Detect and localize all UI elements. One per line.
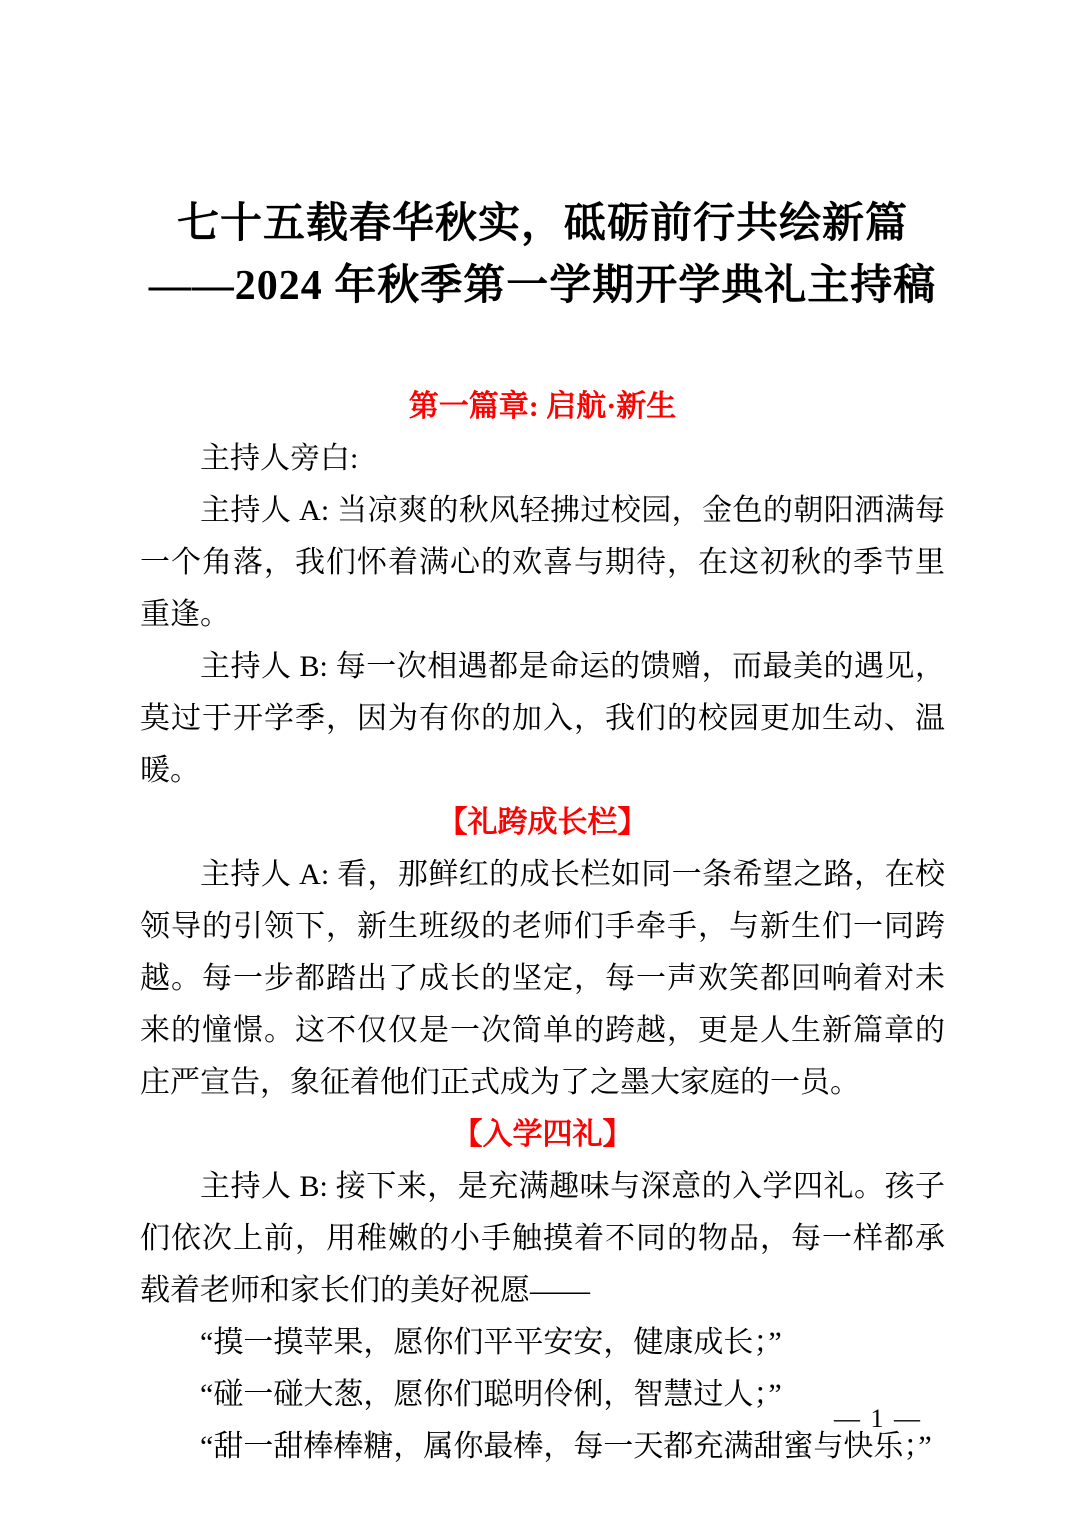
subheading-growth-bar: 【礼跨成长栏】	[437, 806, 648, 839]
chapter-heading: 第一篇章: 启航·新生	[408, 390, 677, 423]
document-title	[140, 193, 945, 317]
paragraph-host-a-growth-bar: 主持人 A: 看，那鲜红的成长栏如同一条希望之路，在校领导的引领下，新生班级的老师们手牵手，与新生们一同跨越。每一步都踏出了成长的坚定，每一声欢笑都回响着对未来的憧憬。这不仅仅是一次简单的跨越，更是人生新篇章的庄严宣告，象征着他们正式成为了之墨大家庭的一员。	[140, 858, 945, 1099]
quote-apple: “摸一摸苹果，愿你们平平安安，健康成长；”	[200, 1326, 782, 1359]
document-title-line-1: 七十五载春华秋实，砥砺前行共绘新篇	[176, 201, 908, 247]
document-title-line-2: ——2024 年秋季第一学期开学典礼主持稿	[148, 263, 937, 309]
quote-lollipop: “甜一甜棒棒糖，属你最棒，每一天都充满甜蜜与快乐；”	[200, 1430, 932, 1463]
subheading-four-rites: 【入学四礼】	[452, 1118, 633, 1151]
paragraph-host-b-four-rites: 主持人 B: 接下来，是充满趣味与深意的入学四礼。孩子们依次上前，用稚嫩的小手触摸着不同的物品，每一样都承载着老师和家长们的美好祝愿——	[140, 1170, 945, 1307]
page-number: — 1 —	[834, 1404, 922, 1433]
paragraph-narrator-label: 主持人旁白:	[200, 442, 359, 475]
paragraph-host-b-opening: 主持人 B: 每一次相遇都是命运的馈赠，而最美的遇见，莫过于开学季，因为有你的加入，我们的校园更加生动、温暖。	[140, 650, 945, 787]
quote-scallion: “碰一碰大葱，愿你们聪明伶俐，智慧过人；”	[200, 1378, 782, 1411]
paragraph-host-a-opening: 主持人 A: 当凉爽的秋风轻拂过校园，金色的朝阳洒满每一个角落，我们怀着满心的欢喜与期待，在这初秋的季节里重逢。	[140, 494, 945, 631]
